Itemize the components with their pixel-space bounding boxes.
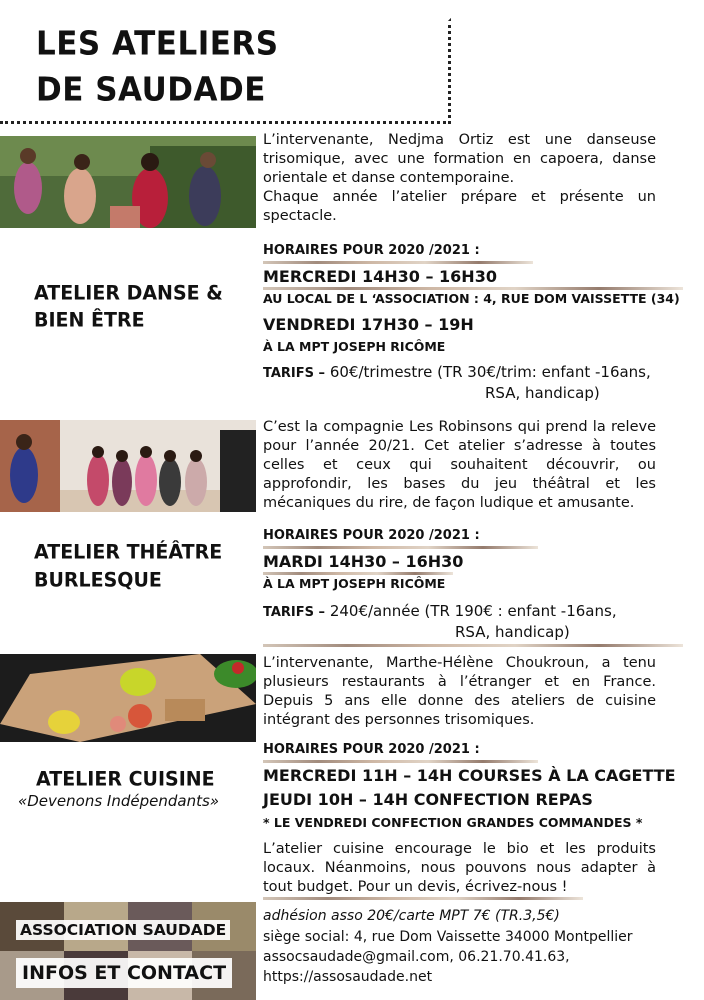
- page-title-line2: DE SAUDADE: [36, 71, 266, 109]
- danse-place2: À LA MPT JOSEPH RICÔME: [263, 339, 446, 354]
- theatre-slot1: MARDI 14H30 – 16H30: [263, 552, 464, 571]
- danse-description: L’intervenante, Nedjma Ortiz est une danseuse trisomique, avec une formation en capoera, danse orientale et danse contemporaine.: [263, 132, 656, 186]
- theatre-tarifs-value: 240€/année (TR 190€ : enfant -16ans,: [325, 602, 617, 620]
- theatre-tarifs-value2: RSA, handicap): [455, 623, 570, 641]
- danse-horaires-head: HORAIRES POUR 2020 /2021 :: [263, 243, 480, 258]
- danse-description-2: Chaque année l’atelier prépare et présente un spectacle.: [263, 189, 656, 224]
- divider: [263, 572, 453, 575]
- cuisine-horaires-head: HORAIRES POUR 2020 /2021 :: [263, 742, 480, 757]
- cuisine-title: ATELIER CUISINE: [36, 767, 215, 791]
- footer-association-label: ASSOCIATION SAUDADE: [16, 920, 230, 940]
- danse-slot2: VENDREDI 17H30 – 19H: [263, 315, 474, 334]
- cuisine-text: L’atelier cuisine encourage le bio et les produits locaux. Néanmoins, nous pouvons nous adapter à tout budget. Pour un devis, écrivez-nous !: [263, 841, 656, 895]
- theatre-horaires-head: HORAIRES POUR 2020 /2021 :: [263, 528, 480, 543]
- dance-photo: [0, 136, 256, 228]
- cuisine-photo: [0, 654, 256, 742]
- theatre-description: C’est la compagnie Les Robinsons qui prend la releve pour l’année 20/21. Cet atelier s’adresse à toutes celles et ceux qui souhaitent découvrir, ou approfondir, les bases du jeu théâtral et les mécaniques du rire, de façon ludique et amusante.: [263, 419, 656, 511]
- cuisine-subtitle: «Devenons Indépendants»: [18, 792, 220, 810]
- divider: [263, 760, 538, 763]
- divider: [263, 897, 583, 900]
- divider: [263, 546, 538, 549]
- divider: [263, 644, 683, 647]
- danse-place1: AU LOCAL DE L ‘ASSOCIATION : 4, RUE DOM VAISSETTE (34): [263, 291, 680, 306]
- theatre-place1: À LA MPT JOSEPH RICÔME: [263, 576, 446, 591]
- danse-tarifs-value2: RSA, handicap): [485, 384, 600, 402]
- page-title-line1: LES ATELIERS: [36, 25, 279, 63]
- cuisine-slot2: JEUDI 10H – 14H CONFECTION REPAS: [263, 790, 593, 809]
- footer-siege: siège social: 4, rue Dom Vaissette 34000 Montpellier: [263, 929, 633, 945]
- danse-tarifs: [263, 362, 693, 384]
- footer-adhesion: adhésion asso 20€/carte MPT 7€ (TR.3,5€): [263, 908, 560, 924]
- theatre-title-line1: ATELIER THÉÂTRE: [34, 540, 223, 564]
- theatre-title-line2: BURLESQUE: [34, 568, 162, 592]
- cuisine-slot1: MERCREDI 11H – 14H COURSES À LA CAGETTE: [263, 766, 676, 785]
- footer-website-link[interactable]: https://assosaudade.net: [263, 969, 433, 985]
- cuisine-description: L’intervenante, Marthe-Hélène Choukroun, a tenu plusieurs restaurants à l’étranger et en France. Depuis 5 ans elle donne des ateliers de cuisine intégrant des personnes trisomiques.: [263, 655, 656, 728]
- danse-tarifs-label: TARIFS –: [263, 366, 326, 381]
- danse-tarifs-value: 60€/trimestre (TR 30€/trim: enfant -16ans,: [325, 363, 651, 381]
- footer-email[interactable]: assocsaudade@gmail.com, 06.21.70.41.63,: [263, 949, 570, 965]
- danse-title-line2: BIEN ÊTRE: [34, 308, 145, 332]
- divider: [263, 261, 533, 264]
- danse-slot1: MERCREDI 14H30 – 16H30: [263, 267, 497, 286]
- cuisine-note: * LE VENDREDI CONFECTION GRANDES COMMANDES *: [263, 815, 643, 830]
- danse-title-line1: ATELIER DANSE &: [34, 281, 223, 305]
- theatre-tarifs-label: TARIFS –: [263, 605, 326, 620]
- divider: [263, 287, 683, 290]
- footer-contact-label: INFOS ET CONTACT: [16, 958, 232, 988]
- theatre-photo: [0, 420, 256, 512]
- theatre-tarifs: [263, 601, 693, 623]
